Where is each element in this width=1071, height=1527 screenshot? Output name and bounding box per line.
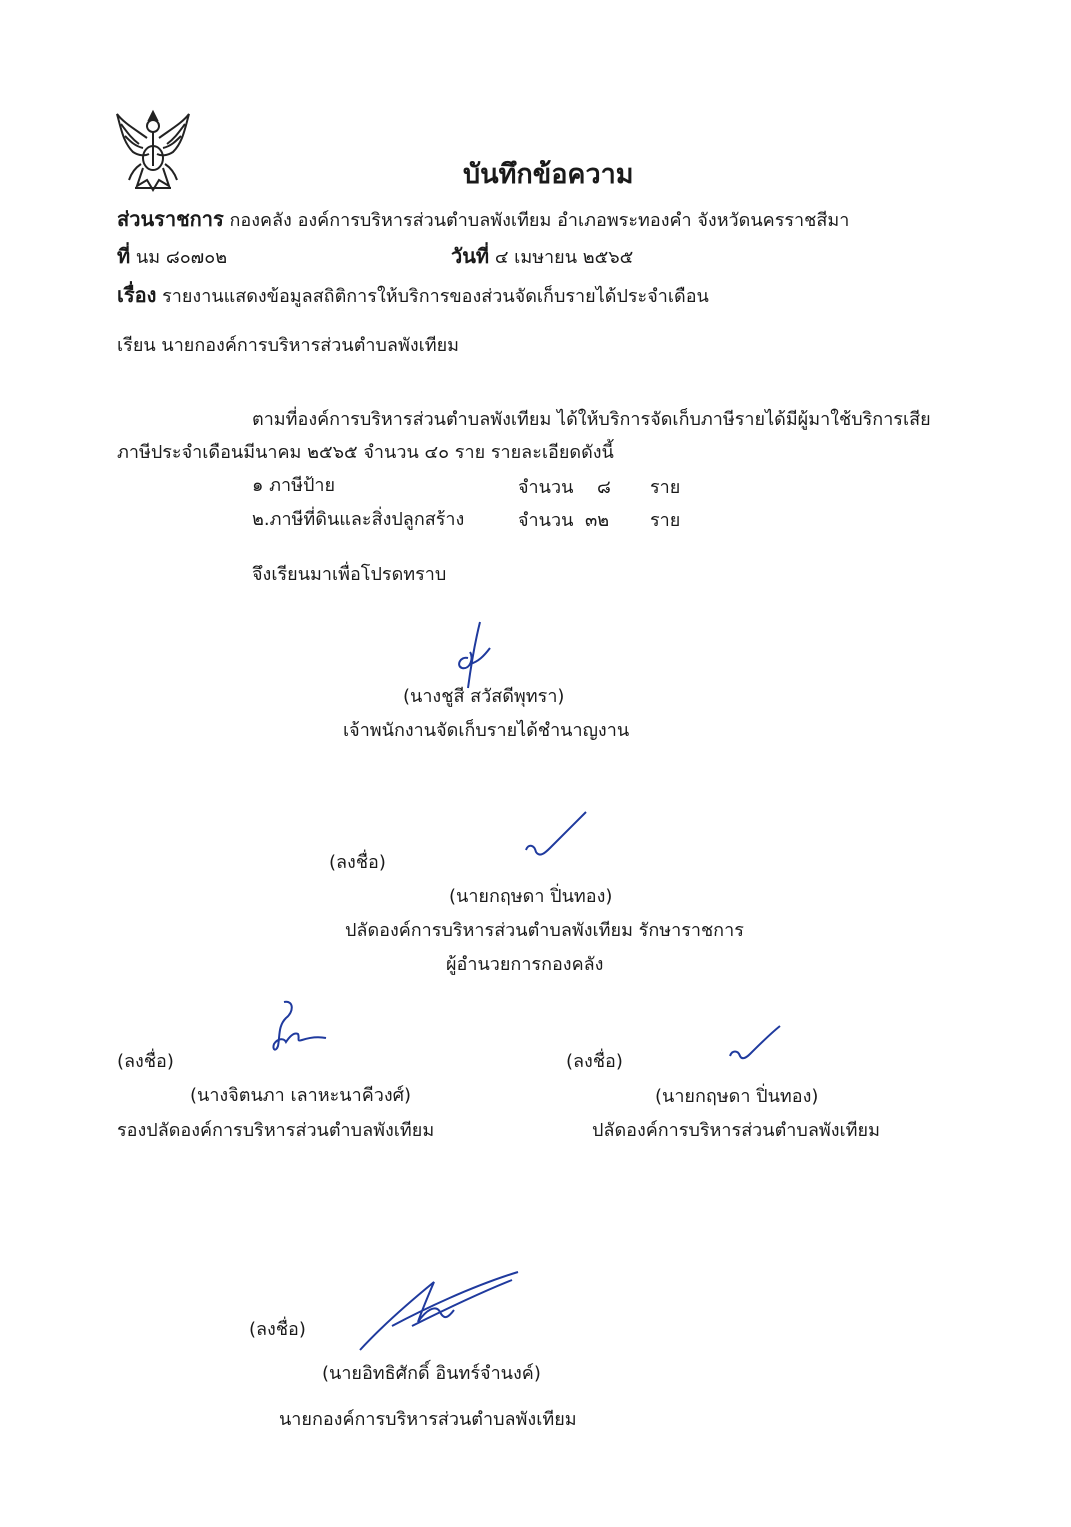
body-line-1: ตามที่องค์การบริหารส่วนตำบลพังเทียม ได้ให้บริการจัดเก็บภาษีรายได้มีผู้มาใช้บริการเสีย: [252, 409, 931, 430]
mayor-name: (นายอิทธิศักดิ์ อินทร์จำนงค์): [322, 1363, 541, 1384]
mayor-sign-label: (ลงชื่อ): [249, 1319, 306, 1340]
agency-line: [117, 207, 849, 233]
officer-name: (นางชูสี สวัสดีพุทรา): [403, 686, 565, 707]
reference-line: [117, 244, 227, 270]
acting-director-signature-icon: [520, 808, 592, 864]
reference-label: ที่: [117, 244, 131, 268]
deputy-clerk-signature-icon: [264, 996, 330, 1054]
subject-line: [117, 283, 709, 309]
item-count: ๘: [597, 477, 611, 498]
closing-line: จึงเรียนมาเพื่อโปรดทราบ: [252, 564, 447, 585]
item-name: ๒.ภาษีที่ดินและสิ่งปลูกสร้าง: [252, 509, 465, 530]
acting-director-name: (นายกฤษดา ปิ่นทอง): [449, 886, 613, 907]
salutation: เรียน นายกองค์การบริหารส่วนตำบลพังเทียม: [117, 335, 460, 356]
agency-label: ส่วนราชการ: [117, 207, 224, 231]
date-line: [451, 244, 633, 270]
date-label: วันที่: [451, 244, 490, 268]
garuda-emblem-icon: [113, 108, 193, 192]
subject-label: เรื่อง: [117, 283, 157, 307]
item-name: ๑ ภาษีป้าย: [252, 475, 336, 496]
body-line-2: ภาษีประจำเดือนมีนาคม ๒๕๖๕ จำนวน ๔๐ ราย รายละเอียดดังนี้: [117, 442, 614, 463]
item-unit: ราย: [650, 477, 681, 498]
acting-director-sign-label: (ลงชื่อ): [329, 852, 386, 873]
deputy-clerk-position: รองปลัดองค์การบริหารส่วนตำบลพังเทียม: [117, 1120, 435, 1141]
item-unit: ราย: [650, 510, 681, 531]
item-count-label: จำนวน: [518, 510, 574, 531]
subject-value: รายงานแสดงข้อมูลสถิติการให้บริการของส่วนจัดเก็บรายได้ประจำเดือน: [162, 286, 709, 307]
agency-value: กองคลัง องค์การบริหารส่วนตำบลพังเทียม อำเภอพระทองคำ จังหวัดนครราชสีมา: [229, 210, 850, 231]
clerk-sign-label: (ลงชื่อ): [566, 1051, 623, 1072]
mayor-position: นายกองค์การบริหารส่วนตำบลพังเทียม: [279, 1409, 577, 1430]
item-count: ๓๒: [585, 510, 610, 531]
date-value: ๔ เมษายน ๒๕๖๕: [494, 247, 634, 268]
item-count-label: จำนวน: [518, 477, 574, 498]
deputy-clerk-name: (นางจิตนภา เลาหะนาคีวงศ์): [190, 1085, 412, 1106]
reference-number: นม ๘๐๗๐๒: [135, 247, 228, 268]
acting-director-position: ปลัดองค์การบริหารส่วนตำบลพังเทียม รักษาราชการ: [345, 920, 744, 941]
clerk-name: (นายกฤษดา ปิ่นทอง): [655, 1086, 819, 1107]
clerk-signature-icon: [724, 1022, 788, 1064]
deputy-clerk-sign-label: (ลงชื่อ): [117, 1051, 174, 1072]
clerk-position: ปลัดองค์การบริหารส่วนตำบลพังเทียม: [592, 1120, 880, 1141]
acting-director-position: ผู้อำนวยการกองคลัง: [446, 954, 604, 975]
officer-position: เจ้าพนักงานจัดเก็บรายได้ชำนาญงาน: [343, 720, 630, 741]
mayor-signature-icon: [352, 1266, 522, 1358]
memo-title: บันทึกข้อความ: [463, 159, 634, 190]
